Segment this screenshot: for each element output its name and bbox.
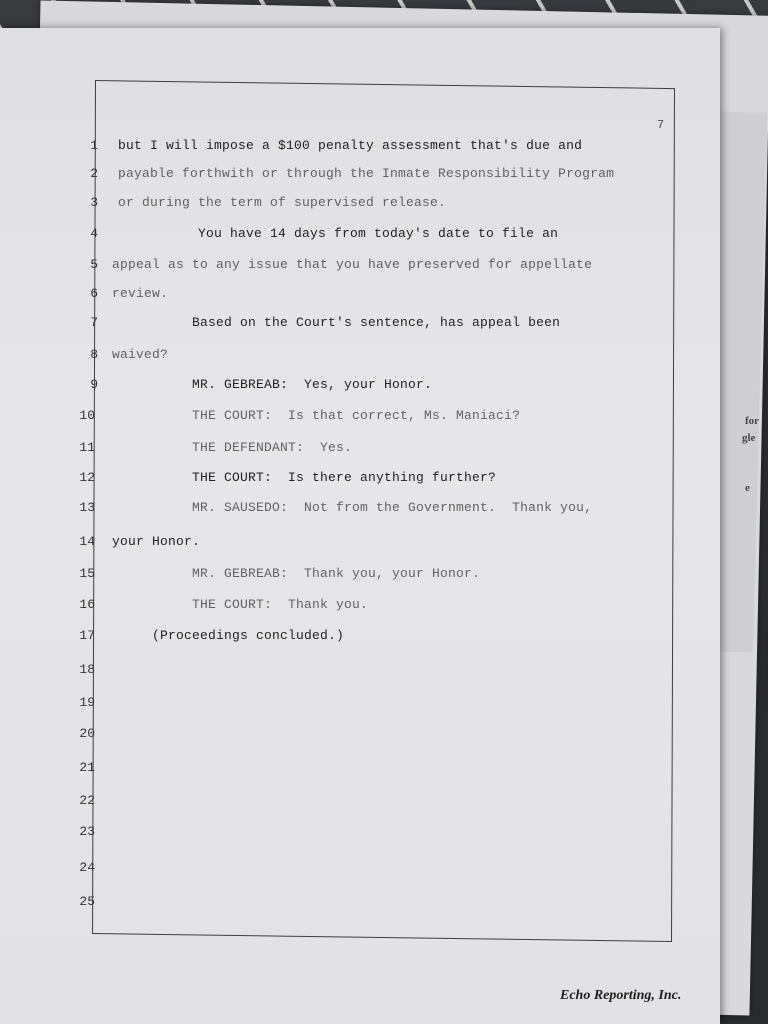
transcript-line: THE COURT: Is there anything further? [112, 470, 497, 485]
line-number: 25 [79, 894, 95, 909]
transcript-line: payable forthwith or through the Inmate Responsibility Program [118, 166, 615, 181]
line-number: 12 [79, 470, 95, 485]
line-number: 14 [79, 534, 95, 549]
transcript-line: MR. GEBREAB: Yes, your Honor. [112, 377, 433, 392]
line-number: 19 [79, 695, 95, 710]
transcript-line: MR. SAUSEDO: Not from the Government. Thank you, [112, 500, 593, 515]
transcript-line: You have 14 days from today's date to file an [118, 226, 559, 241]
line-number: 10 [79, 408, 95, 423]
line-number: 18 [79, 662, 95, 677]
side-text-fragment: e [745, 482, 750, 494]
transcript-line: but I will impose a $100 penalty assessment that's due and [118, 138, 583, 153]
transcript-line: or during the term of supervised release. [118, 195, 447, 210]
side-text-fragment: for [745, 415, 760, 427]
transcript-line: appeal as to any issue that you have preserved for appellate [112, 257, 593, 272]
line-number: 17 [79, 628, 95, 643]
page-number: 7 [657, 118, 665, 132]
line-number: 20 [79, 726, 95, 741]
line-number: 1 [90, 138, 98, 153]
line-number: 3 [90, 195, 98, 210]
line-number: 16 [79, 597, 95, 612]
transcript-line: THE COURT: Thank you. [112, 597, 369, 612]
side-text-fragment: gle [742, 432, 756, 444]
line-number: 2 [90, 166, 98, 181]
line-number: 5 [90, 257, 98, 272]
line-number: 8 [90, 347, 98, 362]
transcript-line: MR. GEBREAB: Thank you, your Honor. [112, 566, 481, 581]
transcript-line: review. [112, 286, 169, 301]
line-number: 15 [79, 566, 95, 581]
line-number: 6 [90, 286, 98, 301]
line-number: 13 [79, 500, 95, 515]
line-number: 22 [79, 793, 95, 808]
line-number: 23 [79, 824, 95, 839]
line-number: 4 [90, 226, 98, 241]
line-number: 7 [90, 315, 98, 330]
transcript-line: Based on the Court's sentence, has appeal been [112, 315, 561, 330]
reporter-footer: Echo Reporting, Inc. [560, 988, 682, 1003]
transcript-line: your Honor. [112, 534, 201, 549]
line-number: 11 [79, 440, 95, 455]
transcript-line: THE COURT: Is that correct, Ms. Maniaci? [112, 408, 521, 423]
transcript-line: THE DEFENDANT: Yes. [112, 440, 353, 455]
line-number: 24 [79, 860, 95, 875]
line-number: 21 [79, 760, 95, 775]
transcript-line: waived? [112, 347, 169, 362]
transcript-line: (Proceedings concluded.) [112, 628, 345, 643]
line-number: 9 [90, 377, 98, 392]
